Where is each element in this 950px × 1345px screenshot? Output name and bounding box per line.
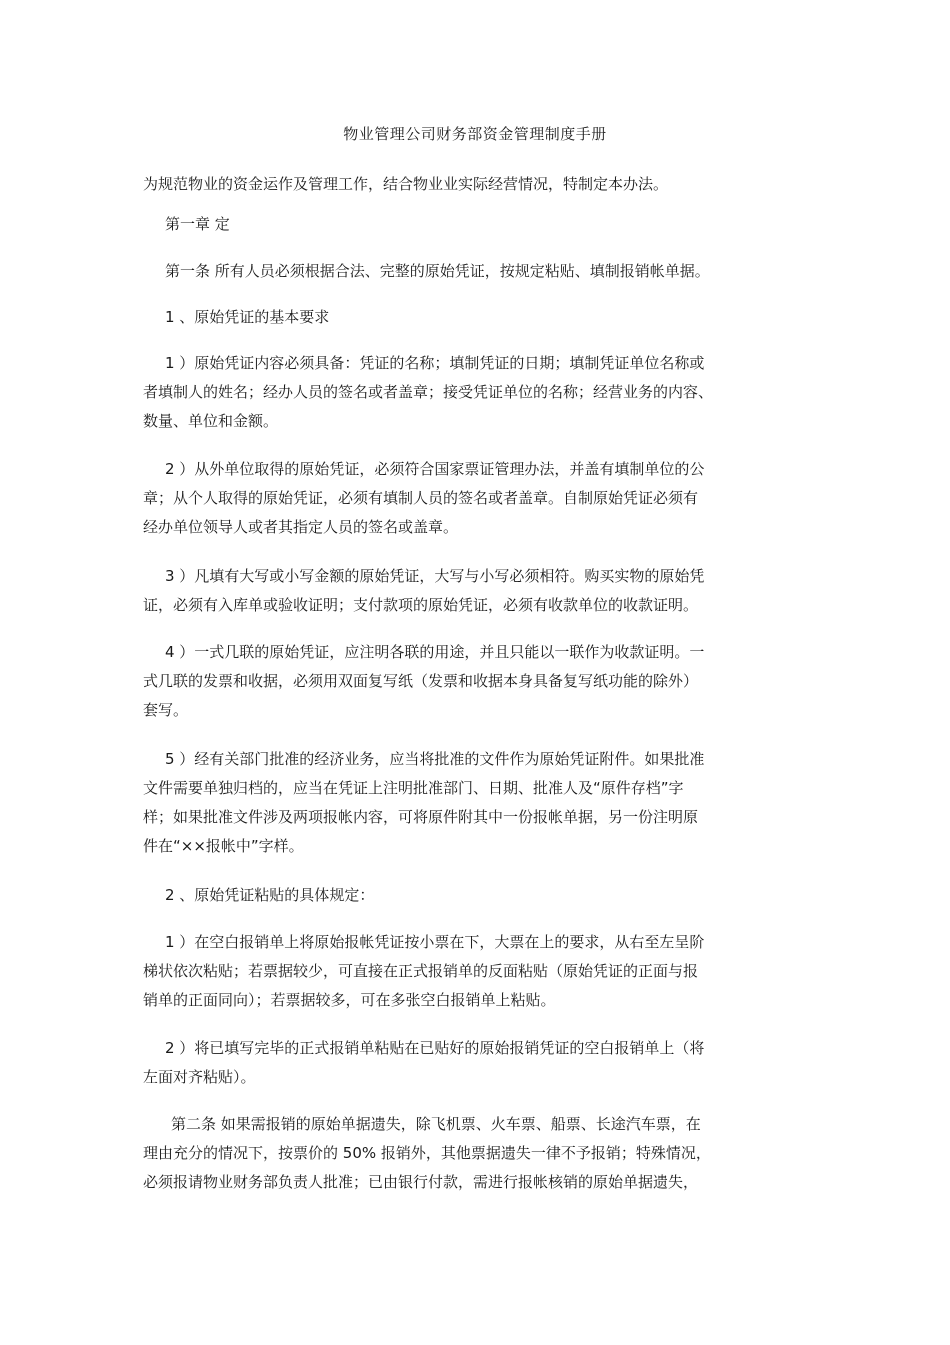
text-line: 为规范物业的资金运作及管理工作，结合物业业实际经营情况，特制定本办法。 bbox=[143, 175, 669, 193]
article-one bbox=[143, 257, 790, 286]
text-line: 理由充分的情况下，按票价的 50% 报销外，其他票据遗失一律不予报销；特殊情况， bbox=[143, 1144, 711, 1162]
item-2 bbox=[143, 455, 768, 542]
text-line: 4 ）一式几联的原始凭证，应注明各联的用途，并且只能以一联作为收款证明。一 bbox=[165, 643, 705, 661]
text-line: 3 ）凡填有大写或小写金额的原始凭证，大写与小写必须相符。购买实物的原始凭 bbox=[165, 567, 705, 585]
text-line: 证，必须有入库单或验收证明；支付款项的原始凭证，必须有收款单位的收款证明。 bbox=[143, 596, 699, 614]
paste-rule-2 bbox=[143, 1034, 768, 1092]
text-line: 章；从个人取得的原始凭证，必须有填制人员的签名或者盖章。自制原始凭证必须有 bbox=[143, 489, 699, 507]
text-line: 1 ）在空白报销单上将原始报帐凭证按小票在下，大票在上的要求，从右至左呈阶 bbox=[165, 933, 705, 951]
text-line: 2 ）将已填写完毕的正式报销单粘贴在已贴好的原始报销凭证的空白报销单上（将 bbox=[165, 1039, 705, 1057]
text-line: 第一章 定 bbox=[165, 215, 230, 233]
text-line: 经办单位领导人或者其指定人员的签名或盖章。 bbox=[143, 518, 459, 536]
paste-rule-1 bbox=[143, 928, 768, 1015]
section-heading-2 bbox=[143, 881, 790, 910]
document-title: 物业管理公司财务部资金管理制度手册 bbox=[343, 125, 607, 143]
item-1 bbox=[143, 349, 768, 436]
text-line: 左面对齐粘贴）。 bbox=[143, 1068, 256, 1086]
intro-paragraph bbox=[143, 170, 768, 199]
text-line: 1 、原始凭证的基本要求 bbox=[165, 308, 330, 326]
text-line: 销单的正面同向）；若票据较多，可在多张空白报销单上粘贴。 bbox=[143, 991, 556, 1009]
text-line: 1 ）原始凭证内容必须具备：凭证的名称；填制凭证的日期；填制凭证单位名称或 bbox=[165, 354, 705, 372]
text-line: 数量、单位和金额。 bbox=[143, 412, 279, 430]
text-line: 梯状依次粘贴；若票据较少，可直接在正式报销单的反面粘贴（原始凭证的正面与报 bbox=[143, 962, 699, 980]
item-4 bbox=[143, 638, 768, 725]
article-two bbox=[143, 1110, 768, 1197]
text-line: 2 、原始凭证粘贴的具体规定： bbox=[165, 886, 375, 904]
text-line: 者填制人的姓名；经办人员的签名或者盖章；接受凭证单位的名称；经营业务的内容、 bbox=[143, 383, 714, 401]
text-line: 套写。 bbox=[143, 701, 189, 719]
text-line: 第一条 所有人员必须根据合法、完整的原始凭证，按规定粘贴、填制报销帐单据。 bbox=[165, 262, 710, 280]
text-line: 样；如果批准文件涉及两项报帐内容，可将原件附其中一份报帐单据，另一份注明原 bbox=[143, 808, 699, 826]
text-line: 必须报请物业财务部负责人批准；已由银行付款，需进行报帐核销的原始单据遗失， bbox=[143, 1173, 699, 1191]
text-line: 文件需要单独归档的，应当在凭证上注明批准部门、日期、批准人及“原件存档”字 bbox=[143, 779, 684, 797]
chapter-heading bbox=[143, 210, 790, 239]
text-line: 5 ）经有关部门批准的经济业务，应当将批准的文件作为原始凭证附件。如果批准 bbox=[165, 750, 705, 768]
text-line: 2 ）从外单位取得的原始凭证，必须符合国家票证管理办法，并盖有填制单位的公 bbox=[165, 460, 705, 478]
section-heading-1 bbox=[143, 303, 790, 332]
item-5 bbox=[143, 745, 768, 861]
text-line: 第二条 如果需报销的原始单据遗失，除飞机票、火车票、船票、长途汽车票，在 bbox=[171, 1115, 701, 1133]
text-line: 式几联的发票和收据，必须用双面复写纸（发票和收据本身具备复写纸功能的除外） bbox=[143, 672, 699, 690]
text-line: 件在“××报帐中”字样。 bbox=[143, 837, 304, 855]
item-3 bbox=[143, 562, 768, 620]
